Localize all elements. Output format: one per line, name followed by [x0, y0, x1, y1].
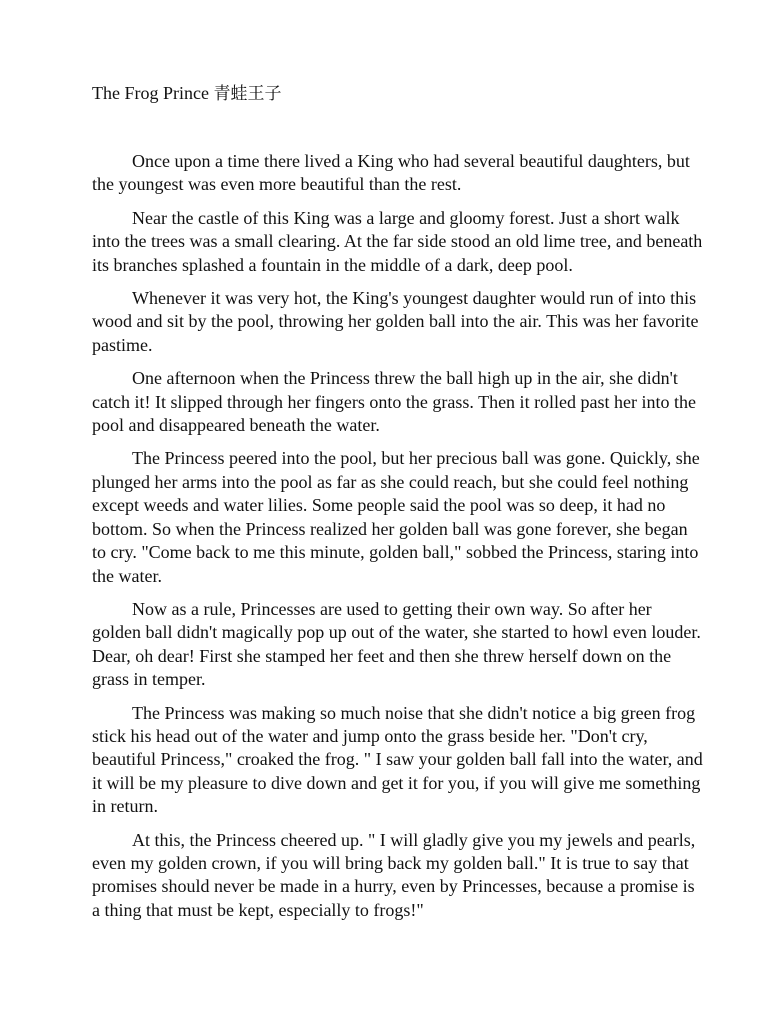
paragraph-8: At this, the Princess cheered up. " I will gladly give you my jewels and pearls, even my golden crown, if you will bring back my golden ball." It is true to say that promises should never be made in a hurry, even by Princesses, because a promise is a thing that must be kept, especially to frogs!" — [92, 829, 696, 920]
paragraph-7: The Princess was making so much noise that she didn't notice a big green frog stick his head out of the water and jump onto the grass beside her. "Don't cry, beautiful Princess," croaked the frog. " I saw your golden ball fall into the water, and it will be my pleasure to dive down and get it for you, if you will give me something in return. — [92, 702, 703, 817]
paragraph-2: Near the castle of this King was a large and gloomy forest. Just a short walk into the trees was a small clearing. At the far side stood an old lime tree, and beneath its branches splashed a fountain in the middle of a dark, deep pool. — [92, 207, 703, 275]
document-title — [92, 80, 704, 107]
paragraph-5: The Princess peered into the pool, but her precious ball was gone. Quickly, she plunged her arms into the pool as far as she could reach, but she could feel nothing except weeds and water lilies. Some people said the pool was so deep, it had no bottom. So when the Princess realized her golden ball was gone forever, she began to cry. "Come back to me this minute, golden ball," sobbed the Princess, staring into the water. — [92, 448, 700, 586]
paragraph-3: Whenever it was very hot, the King's youngest daughter would run of into this wood and sit by the pool, throwing her golden ball into the air. This was her favorite pastime. — [92, 288, 699, 355]
paragraph-6: Now as a rule, Princesses are used to getting their own way. So after her golden ball didn't magically pop up out of the water, she started to howl even louder. Dear, oh dear! First she stamped her feet and then she threw herself down on the grass in temper. — [92, 598, 701, 690]
document-page — [92, 80, 704, 932]
paragraph-4: One afternoon when the Princess threw the ball high up in the air, she didn't catch it! It slipped through her fingers onto the grass. Then it rolled past her into the pool and disappeared beneath the water. — [92, 368, 697, 436]
title-english: The Frog Prince — [92, 83, 209, 103]
paragraph-1: Once upon a time there lived a King who had several beautiful daughters, but the youngest was even more beautiful than the rest. — [92, 151, 690, 195]
title-chinese: 青蛙王子 — [213, 84, 282, 104]
